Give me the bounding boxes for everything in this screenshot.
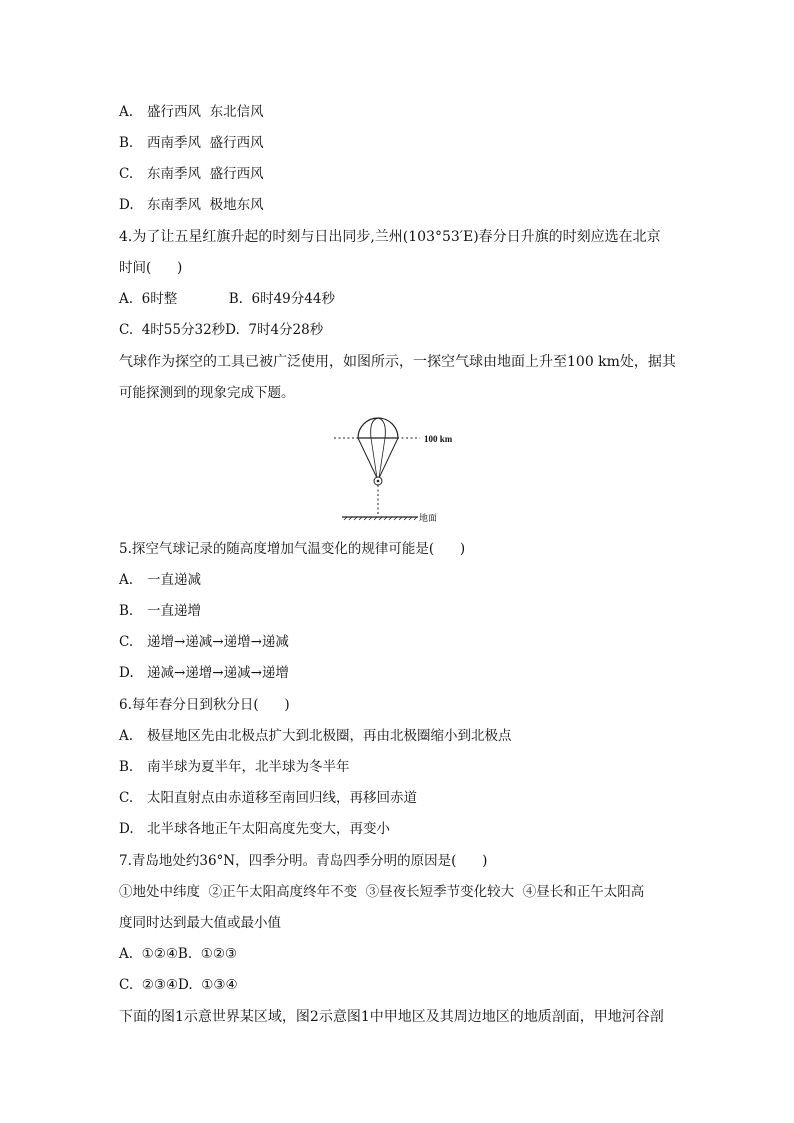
q7-stem: 7.青岛地处约36°N，四季分明。青岛四季分明的原因是( ): [119, 853, 488, 869]
option-text: 一直递减: [147, 572, 201, 588]
option-text: 盛行西风 东北信风: [147, 104, 264, 120]
option-letter: A.: [119, 572, 134, 588]
option-letter: D.: [119, 821, 134, 837]
balloon-intro-line1: 气球作为探空的工具已被广泛使用，如图所示，一探空气球由地面上升至100 km处，据其: [119, 354, 676, 370]
q7-options-cd: C. ②③④D. ①③④: [119, 977, 238, 993]
balloon-intro-line2: 可能探测到的现象完成下题。: [119, 385, 295, 401]
q5-option-a: [119, 570, 201, 590]
q4-stem-line2: 时间( ): [119, 260, 183, 276]
q6-option-c: [119, 788, 417, 808]
q7-items-line1: ①地处中纬度 ②正午太阳高度终年不变 ③昼夜长短季节变化较大 ④昼长和正午太阳高: [119, 884, 645, 900]
option-text: 极昼地区先由北极点扩大到北极圈，再由北极圈缩小到北极点: [147, 728, 512, 744]
q6-option-a: [119, 726, 512, 746]
q3-option-d: [119, 195, 264, 215]
option-letter: D.: [119, 665, 134, 681]
option-letter: D.: [119, 197, 134, 213]
q4-stem-line1: 4.为了让五星红旗升起的时刻与日出同步,兰州(103°53′E)春分日升旗的时刻应选在北京: [119, 229, 661, 245]
option-letter: C.: [119, 790, 134, 806]
payload-center: [377, 480, 380, 483]
q3-option-c: [119, 164, 264, 184]
option-text: 递增→递减→递增→递减: [147, 634, 289, 650]
q5-option-d: [119, 663, 289, 683]
option-letter: B.: [119, 759, 134, 775]
option-letter: B.: [119, 603, 134, 619]
q6-option-b: [119, 757, 350, 777]
option-text: 南半球为夏半年，北半球为冬半年: [147, 759, 350, 775]
q5-stem: 5.探空气球记录的随高度增加气温变化的规律可能是( ): [119, 541, 466, 557]
option-text: 一直递增: [147, 603, 201, 619]
option-letter: A.: [119, 728, 134, 744]
q4-options-ab: A. 6时整 B. 6时49分44秒: [119, 291, 335, 307]
q3-option-a: [119, 102, 264, 122]
option-text: 太阳直射点由赤道移至南回归线，再移回赤道: [147, 790, 417, 806]
option-text: 递减→递增→递减→递增: [147, 665, 289, 681]
option-text: 西南季风 盛行西风: [147, 135, 264, 151]
option-letter: A.: [119, 104, 134, 120]
q3-option-b: [119, 133, 264, 153]
balloon-canopy: [358, 418, 398, 438]
q6-option-d: [119, 819, 390, 839]
altitude-label: 100 km: [424, 434, 453, 444]
q7-items-line2: 度同时达到最大值或最小值: [119, 915, 281, 931]
option-letter: C.: [119, 634, 134, 650]
q5-option-c: [119, 632, 289, 652]
q4-options-cd: C. 4时55分32秒D. 7时4分28秒: [119, 322, 324, 338]
option-text: 东南季风 盛行西风: [147, 166, 264, 182]
q5-option-b: [119, 601, 201, 621]
q7-options-ab: A. ①②④B. ①②③: [119, 946, 238, 962]
ground-label: 地面: [419, 514, 438, 524]
q6-stem: 6.每年春分日到秋分日( ): [119, 697, 290, 713]
option-text: 北半球各地正午太阳高度先变大，再变小: [147, 821, 390, 837]
next-intro-line1: 下面的图1示意世界某区域，图2示意图1中甲地区及其周边地区的地质剖面，甲地河谷剖: [119, 1009, 664, 1025]
balloon-figure: [330, 408, 480, 528]
option-text: 东南季风 极地东风: [147, 197, 264, 213]
option-letter: C.: [119, 166, 134, 182]
option-letter: B.: [119, 135, 134, 151]
